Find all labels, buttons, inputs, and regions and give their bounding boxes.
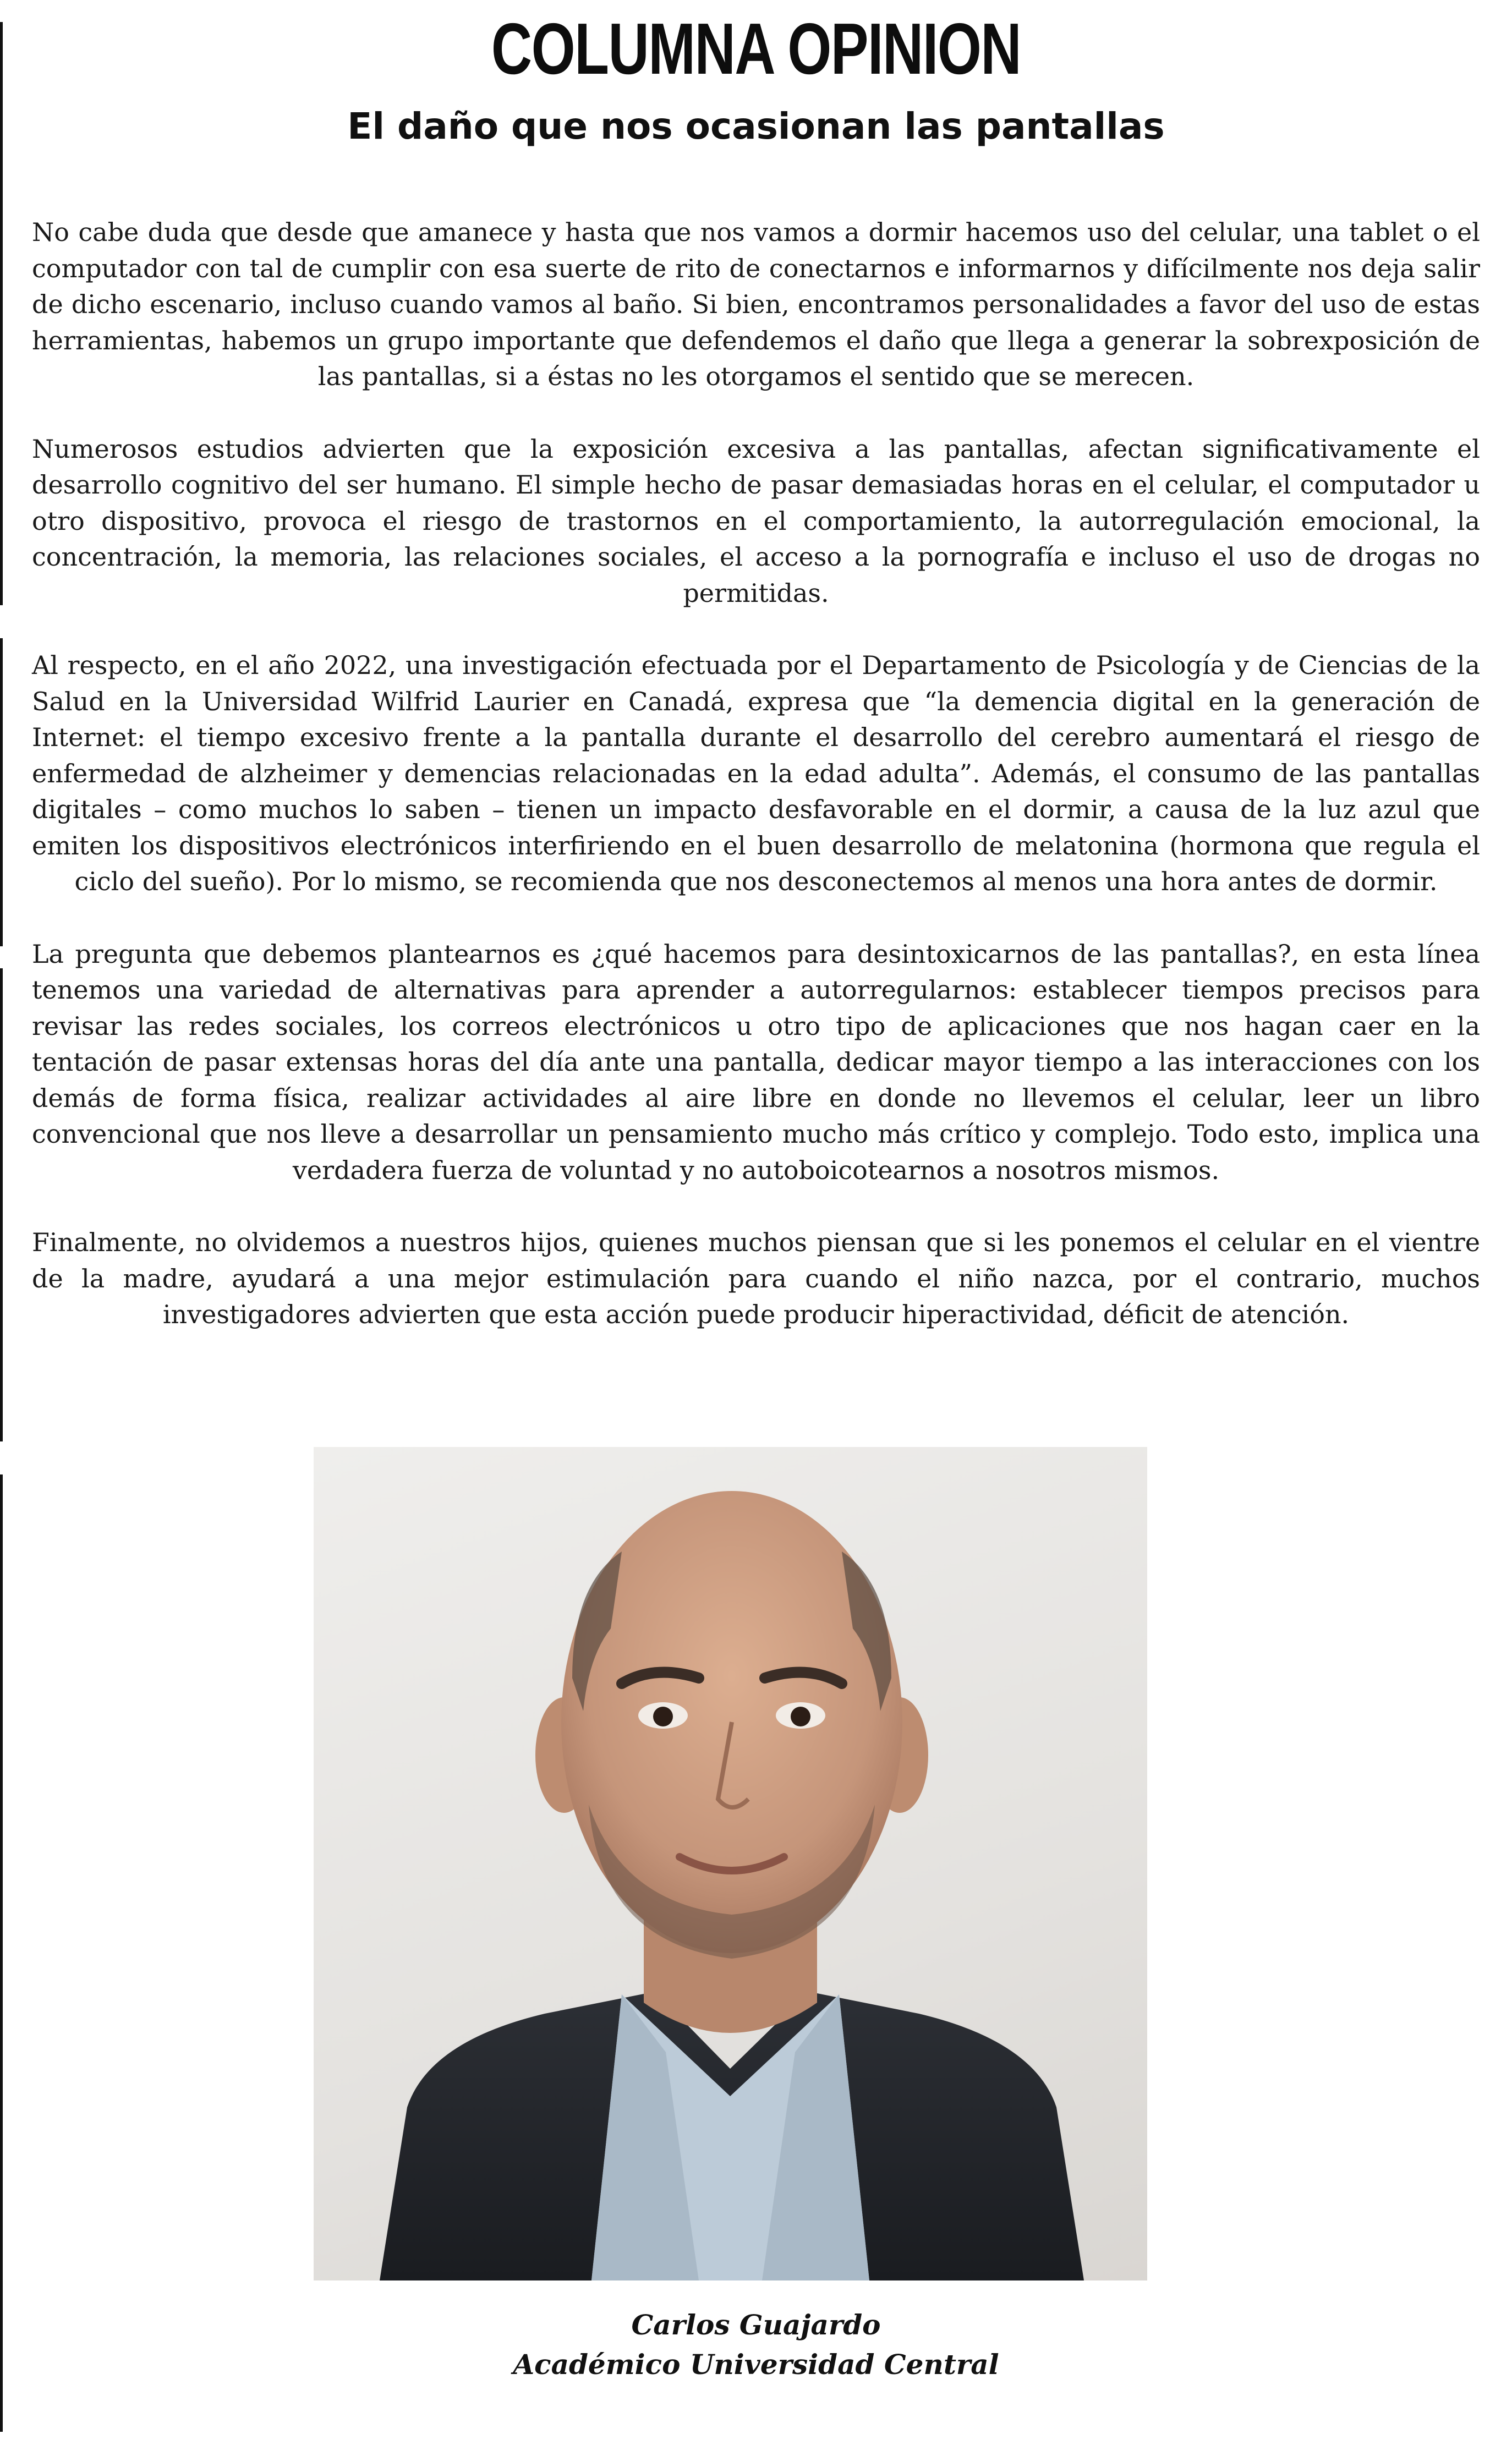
article-body xyxy=(32,215,1480,1369)
article-headline: El daño que nos ocasionan las pantallas xyxy=(347,105,1165,147)
edge-rule xyxy=(0,968,3,1441)
author-affiliation: Académico Universidad Central xyxy=(513,2348,999,2381)
paragraph: La pregunta que debemos plantearnos es ¿qué hacemos para desintoxicarnos de las pantallas?, en esta línea tenemos una variedad de alternativas para aprender a autorregularnos: establecer tiempos precisos para revisar las redes sociales, los correos electrónicos u otro tipo de aplicaciones que nos hagan caer en la tentación de pasar extensas horas del día ante una pantalla, dedicar mayor tiempo a las interacciones con los demás de forma física, realizar actividades al aire libre en donde no llevemos el celular, leer un libro convencional que nos lleve a desarrollar un pensamiento mucho más crítico y complejo. Todo esto, implica una verdadera fuerza de voluntad y no autoboicotearnos a nosotros mismos. xyxy=(32,939,1480,1185)
author-name: Carlos Guajardo xyxy=(631,2309,881,2341)
edge-rule xyxy=(0,1474,3,2432)
author-photo xyxy=(314,1447,1147,2280)
paragraph: Al respecto, en el año 2022, una investigación efectuada por el Departamento de Psicología y de Ciencias de la Salud en la Universidad Wilfrid Laurier en Canadá, expresa que “la demencia digital en la generación de Internet: el tiempo excesivo frente a la pantalla durante el desarrollo del cerebro aumentará el riesgo de enfermedad de alzheimer y demencias relacionadas en la edad adulta”. Además, el consumo de las pantallas digitales – como muchos lo saben – tienen un impacto desfavorable en el dormir, a causa de la luz azul que emiten los dispositivos electrónicos interfiriendo en el buen desarrollo de melatonina (hormona que regula el ciclo del sueño). Por lo mismo, se recomienda que nos desconectemos al menos una hora antes de dormir. xyxy=(32,650,1480,896)
column-title: COLUMNA OPINION xyxy=(491,8,1021,89)
paragraph: Numerosos estudios advierten que la exposición excesiva a las pantallas, afectan significativamente el desarrollo cognitivo del ser humano. El simple hecho de pasar demasiadas horas en el celular, el computador u otro dispositivo, provoca el riesgo de trastornos en el comportamiento, la autorregulación emocional, la concentración, la memoria, las relaciones sociales, el acceso a la pornografía e incluso el uso de drogas no permitidas. xyxy=(32,434,1480,608)
edge-rule xyxy=(0,638,3,946)
paragraph: No cabe duda que desde que amanece y hasta que nos vamos a dormir hacemos uso del celular, una tablet o el computador con tal de cumplir con esa suerte de rito de conectarnos e informarnos y difícilmente nos deja salir de dicho escenario, incluso cuando vamos al baño. Si bien, encontramos personalidades a favor del uso de estas herramientas, habemos un grupo importante que defendemos el daño que llega a generar la sobrexposición de las pantallas, si a éstas no les otorgamos el sentido que se merecen. xyxy=(32,217,1480,391)
paragraph: Finalmente, no olvidemos a nuestros hijos, quienes muchos piensan que si les ponemos el celular en el vientre de la madre, ayudará a una mejor estimulación para cuando el niño nazca, por el contrario, muchos investigadores advierten que esta acción puede producir hiperactividad, déficit de atención. xyxy=(32,1227,1480,1329)
